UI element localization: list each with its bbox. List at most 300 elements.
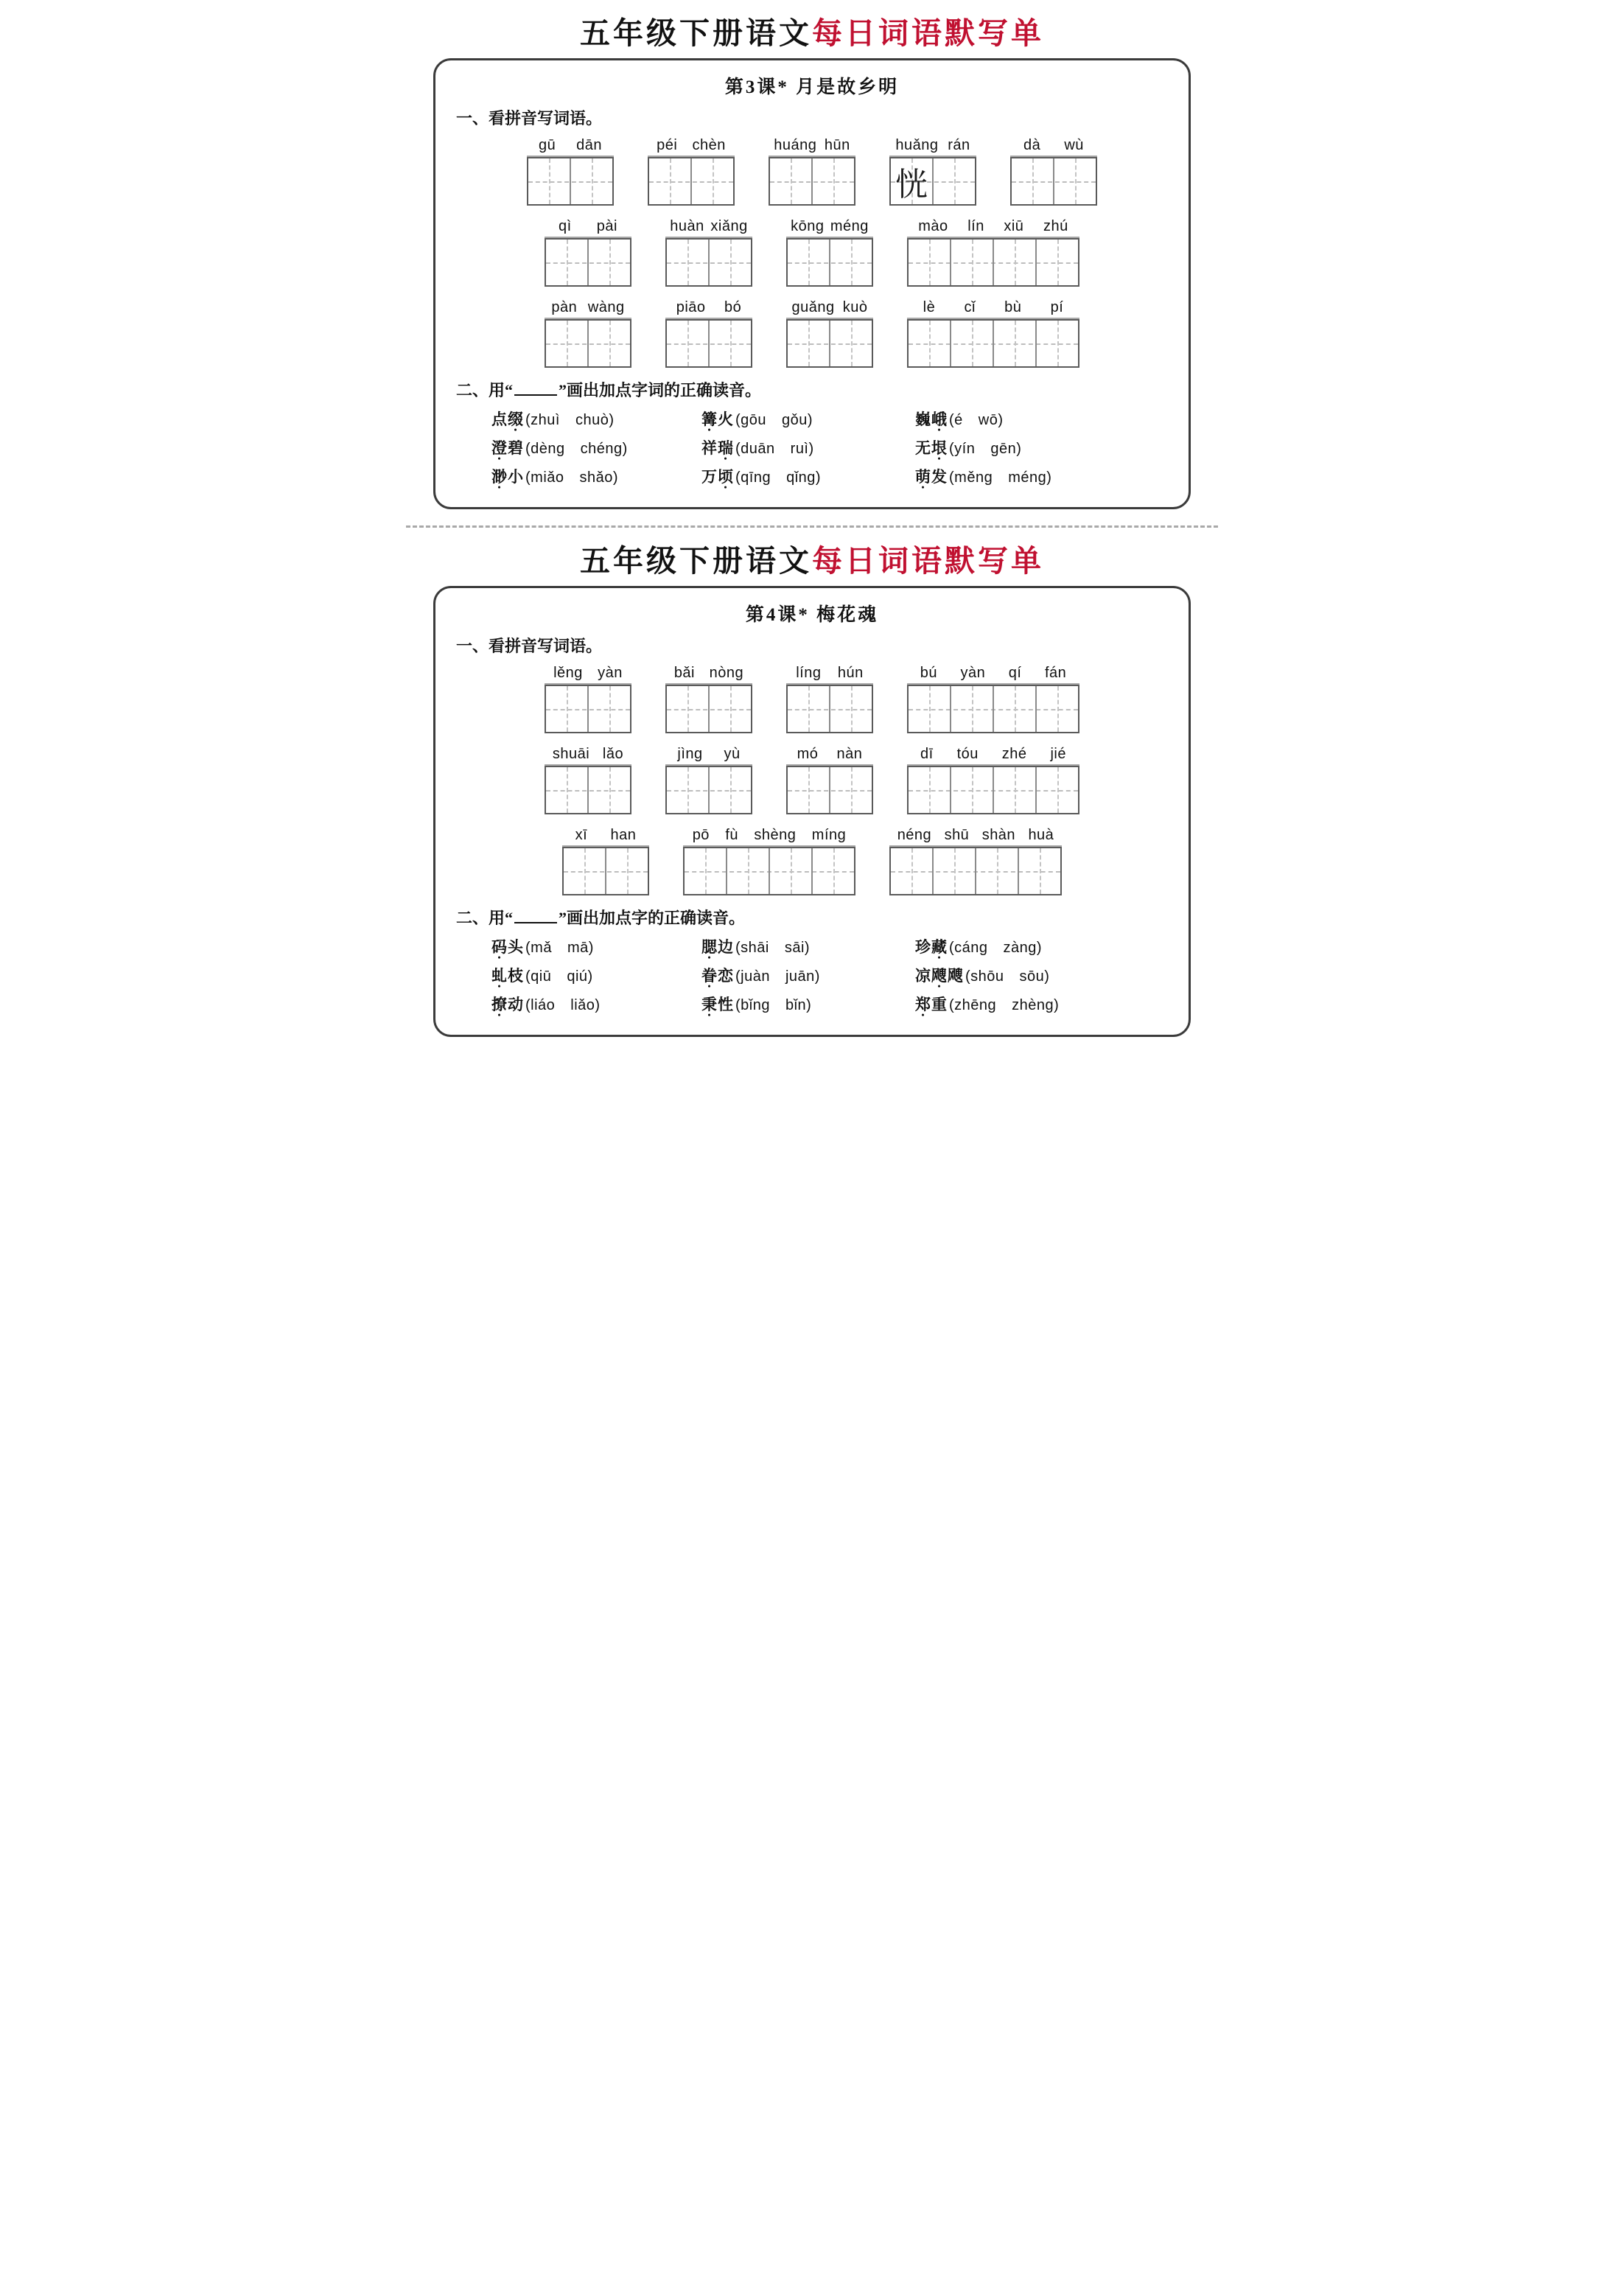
word-characters (701, 439, 734, 457)
writing-cell (951, 686, 994, 732)
writing-cell (951, 767, 994, 813)
pinyin-word-group (1010, 135, 1097, 206)
writing-cell (934, 158, 975, 204)
word-characters (915, 411, 948, 428)
pinyin-syllable: lín (967, 218, 984, 235)
word-characters (701, 938, 734, 956)
writing-cell-group (545, 238, 631, 287)
pinyin-label (648, 135, 735, 157)
pinyin-label (907, 216, 1079, 238)
writing-cell (546, 240, 589, 285)
pinyin-options: (duān ruì) (735, 441, 814, 458)
pinyin-label (889, 135, 976, 157)
pinyin-word-group (545, 744, 631, 814)
pinyin-syllable: bǎi (673, 665, 696, 682)
pinyin-word-group (786, 216, 873, 287)
word-characters (915, 439, 948, 457)
word-choice-item (701, 436, 915, 458)
pinyin-label (683, 825, 855, 847)
word-choice-item (491, 408, 701, 430)
writing-cell-group (786, 766, 873, 814)
dotted-character: 缀 (508, 411, 524, 429)
pinyin-options: (liáo liǎo) (525, 997, 601, 1014)
dotted-character: 藏 (931, 938, 948, 957)
dotted-character: 郑 (915, 996, 931, 1014)
pinyin-label (665, 744, 752, 766)
writing-cell (909, 686, 951, 732)
writing-cell-group (665, 238, 752, 287)
word-choice-item (491, 993, 701, 1015)
pinyin-options: (shōu sōu) (965, 968, 1050, 985)
dotted-character: 飕 (931, 967, 948, 985)
pinyin-syllable: huàn (670, 218, 704, 235)
pinyin-word-group (545, 216, 631, 287)
dotted-character: 渺 (491, 468, 508, 486)
pinyin-label (527, 135, 614, 157)
character: 巍 (915, 411, 931, 429)
pinyin-syllable: dān (576, 137, 603, 154)
pinyin-label (889, 825, 1062, 847)
writing-cell-group (545, 685, 631, 733)
word-choice-item (915, 964, 1168, 986)
writing-cell (1037, 321, 1078, 366)
writing-cell (830, 686, 872, 732)
pinyin-word-group (769, 135, 855, 206)
pinyin-options: (shāi sāi) (735, 940, 811, 957)
writing-cell (934, 848, 976, 894)
pinyin-syllable: yàn (598, 665, 623, 682)
word-choice-row (456, 935, 1168, 957)
writing-cell-group (786, 238, 873, 287)
lesson-title: 第4课* 梅花魂 (745, 605, 879, 626)
word-choice-item (915, 408, 1168, 430)
pinyin-syllable: shèng (754, 827, 797, 844)
pinyin-options: (měng méng) (949, 469, 1052, 486)
pinyin-label (562, 825, 649, 847)
writing-cell (994, 686, 1037, 732)
word-pronunciation-list (456, 408, 1168, 487)
pinyin-grid-row (456, 216, 1168, 287)
pinyin-options: (bǐng bǐn) (735, 997, 812, 1014)
pinyin-syllable: kuò (842, 299, 868, 316)
pinyin-syllable: bó (724, 299, 742, 316)
pinyin-options: (zhuì chuò) (525, 412, 615, 429)
writing-cell (546, 321, 589, 366)
pinyin-syllable: huǎng (895, 137, 939, 154)
writing-cell (788, 321, 830, 366)
pinyin-syllable: péi (657, 137, 678, 154)
character: 火 (718, 411, 734, 429)
pinyin-word-group (683, 825, 855, 895)
writing-cell-group (907, 238, 1079, 287)
pinyin-word-group (648, 135, 735, 206)
page-title-black: 五年级下册语文 (580, 16, 812, 50)
writing-cell-group (786, 685, 873, 733)
pinyin-syllable: nòng (709, 665, 744, 682)
pinyin-label (545, 663, 631, 685)
writing-cell (891, 158, 934, 204)
pinyin-grid-row (456, 663, 1168, 733)
pinyin-syllable: méng (830, 218, 869, 235)
word-characters (701, 996, 734, 1013)
pinyin-label (545, 216, 631, 238)
writing-cell (813, 848, 854, 894)
pinyin-syllable: xiǎng (710, 218, 748, 235)
writing-cell (976, 848, 1019, 894)
pinyin-syllable: yàn (960, 665, 986, 682)
pinyin-syllable: wàng (587, 299, 625, 316)
pinyin-word-group (907, 663, 1079, 733)
writing-cell-group (665, 685, 752, 733)
pinyin-syllable: fù (725, 827, 739, 844)
character: 动 (508, 996, 524, 1014)
section-two-label (456, 378, 1168, 401)
pinyin-syllable: qì (559, 218, 572, 235)
pinyin-label (907, 663, 1079, 685)
pinyin-syllable: piāo (676, 299, 706, 316)
pinyin-options: (qiū qiú) (525, 968, 593, 985)
pinyin-grid-rows (456, 663, 1168, 895)
character: 无 (915, 439, 931, 458)
pinyin-syllable: zhú (1043, 218, 1068, 235)
pinyin-grid-row (456, 297, 1168, 368)
pinyin-syllable: pài (596, 218, 617, 235)
blank-underline (514, 909, 557, 923)
dotted-character: 码 (491, 938, 508, 957)
writing-cell (994, 321, 1037, 366)
writing-cell (528, 158, 571, 204)
writing-cell (710, 767, 751, 813)
pinyin-syllable: hūn (824, 137, 850, 154)
page-title-red: 每日词语默写单 (812, 16, 1044, 50)
writing-cell-group (545, 766, 631, 814)
pinyin-syllable: gū (538, 137, 556, 154)
writing-cell-group (907, 319, 1079, 368)
writing-cell-group (545, 319, 631, 368)
character: 凉 (915, 967, 931, 985)
writing-cell (788, 240, 830, 285)
dotted-character: 撩 (491, 996, 508, 1014)
pinyin-syllable: pí (1050, 299, 1064, 316)
page-title-black: 五年级下册语文 (580, 544, 812, 579)
pinyin-syllable: shuāi (552, 746, 590, 763)
writing-cell-group (1010, 157, 1097, 206)
word-characters (701, 468, 734, 486)
word-choice-item (491, 935, 701, 957)
character: 发 (931, 468, 948, 486)
pinyin-syllable: yù (724, 746, 741, 763)
word-characters (915, 468, 948, 486)
writing-cell (546, 686, 589, 732)
word-choice-item (491, 465, 701, 487)
pinyin-options: (é wō) (949, 412, 1004, 429)
page-title-red: 每日词语默写单 (812, 544, 1044, 579)
section-two-label (456, 906, 1168, 929)
writing-cell (571, 158, 612, 204)
word-choice-item (915, 465, 1168, 487)
pinyin-word-group (665, 663, 752, 733)
pinyin-grid-row (456, 744, 1168, 814)
character: 飕 (948, 967, 964, 985)
dotted-character: 虬 (491, 967, 508, 985)
word-choice-item (491, 964, 701, 986)
word-choice-row (456, 436, 1168, 458)
word-choice-row (456, 408, 1168, 430)
pinyin-label (665, 216, 752, 238)
word-choice-row (456, 465, 1168, 487)
word-choice-item (915, 436, 1168, 458)
writing-cell (909, 767, 951, 813)
writing-cell-group (786, 319, 873, 368)
pinyin-syllable: huáng (774, 137, 817, 154)
pinyin-word-group (907, 297, 1079, 368)
pinyin-syllable: mó (797, 746, 819, 763)
pinyin-options: (mǎ mā) (525, 940, 594, 957)
pinyin-options: (cáng zàng) (949, 940, 1043, 957)
pinyin-syllable: cǐ (964, 299, 976, 316)
section-two-prefix: 二、用“ (456, 381, 514, 400)
lesson-title: 第3课* 月是故乡明 (724, 77, 900, 98)
character: 碧 (508, 439, 524, 458)
pinyin-syllable: qí (1008, 665, 1022, 682)
writing-cell-group (907, 685, 1079, 733)
word-choice-item (701, 408, 915, 430)
word-choice-item (915, 935, 1168, 957)
pinyin-label (786, 663, 873, 685)
pinyin-options: (qīng qǐng) (735, 469, 822, 486)
word-characters (491, 411, 524, 428)
writing-cell (951, 240, 994, 285)
pinyin-options: (gōu gǒu) (735, 412, 813, 429)
writing-cell (1054, 158, 1096, 204)
writing-cell (710, 686, 751, 732)
word-choice-item (701, 964, 915, 986)
pinyin-options: (juàn juān) (735, 968, 820, 985)
pinyin-word-group (889, 825, 1062, 895)
writing-cell (685, 848, 727, 894)
pinyin-word-group (907, 744, 1079, 814)
blank-underline (514, 381, 557, 396)
character: 边 (718, 938, 734, 957)
dotted-character: 萌 (915, 468, 931, 486)
pinyin-syllable: xī (575, 827, 588, 844)
writing-cell (1037, 767, 1078, 813)
dotted-character: 顷 (718, 468, 734, 486)
word-choice-item (701, 935, 915, 957)
pinyin-syllable: pàn (551, 299, 578, 316)
character: 头 (508, 938, 524, 957)
character: 小 (508, 468, 524, 486)
writing-cell (1012, 158, 1054, 204)
worksheet-sheet (406, 0, 1218, 1148)
pinyin-syllable: néng (897, 827, 932, 844)
section-two-prefix: 二、用“ (456, 909, 514, 928)
word-characters (701, 411, 734, 428)
writing-cell-group (665, 319, 752, 368)
writing-cell-group (527, 157, 614, 206)
writing-cell (813, 158, 854, 204)
pinyin-syllable: rán (948, 137, 970, 154)
character: 枝 (508, 967, 524, 985)
word-characters (915, 938, 948, 956)
writing-cell (710, 321, 751, 366)
writing-cell (606, 848, 648, 894)
pinyin-word-group (907, 216, 1079, 287)
dotted-character: 眷 (701, 967, 718, 985)
pinyin-label (665, 663, 752, 685)
word-pronunciation-list (456, 935, 1168, 1015)
word-characters (491, 996, 524, 1013)
word-characters (491, 468, 524, 486)
pinyin-word-group (665, 744, 752, 814)
pinyin-syllable: xiū (1004, 218, 1024, 235)
character: 重 (931, 996, 948, 1014)
writing-cell-group (907, 766, 1079, 814)
character: 万 (701, 468, 718, 486)
pinyin-word-group (665, 297, 752, 368)
pinyin-word-group (786, 663, 873, 733)
pinyin-options: (dèng chéng) (525, 441, 628, 458)
writing-cell (909, 321, 951, 366)
page-title (406, 528, 1218, 579)
pinyin-syllable: chèn (692, 137, 726, 154)
writing-cell (667, 767, 710, 813)
writing-cell-group (665, 766, 752, 814)
pinyin-syllable: shàn (981, 827, 1016, 844)
word-characters (491, 967, 524, 985)
pinyin-syllable: bù (1004, 299, 1022, 316)
pinyin-options: (miǎo shǎo) (525, 469, 619, 486)
pinyin-word-group (562, 825, 649, 895)
writing-cell (692, 158, 733, 204)
word-characters (915, 996, 948, 1013)
writing-cell (1037, 240, 1078, 285)
pinyin-label (545, 297, 631, 319)
word-characters (915, 967, 964, 985)
pinyin-word-group (786, 297, 873, 368)
word-characters (701, 967, 734, 985)
pinyin-syllable: lǎo (602, 746, 624, 763)
writing-cell (994, 240, 1037, 285)
pinyin-syllable: lěng (553, 665, 583, 682)
pinyin-syllable: mào (918, 218, 948, 235)
writing-cell (589, 321, 630, 366)
pinyin-word-group (889, 135, 976, 206)
section-one-label: 一、看拼音写词语。 (456, 109, 603, 128)
pinyin-syllable: bú (920, 665, 937, 682)
pinyin-label (769, 135, 855, 157)
pinyin-syllable: wù (1064, 137, 1084, 154)
worksheet-panel-lesson-3 (433, 58, 1191, 509)
writing-cell (788, 767, 830, 813)
pinyin-label (786, 297, 873, 319)
pinyin-syllable: míng (811, 827, 847, 844)
writing-cell (770, 848, 813, 894)
section-two-suffix: ”画出加点字词的正确读音。 (559, 381, 762, 400)
writing-cell-group (889, 847, 1062, 895)
pinyin-syllable: shū (944, 827, 970, 844)
pinyin-grid-row (456, 135, 1168, 206)
pinyin-syllable: zhé (1001, 746, 1027, 763)
word-choice-item (915, 993, 1168, 1015)
pinyin-syllable: huà (1028, 827, 1054, 844)
writing-cell (788, 686, 830, 732)
pinyin-label (665, 297, 752, 319)
dotted-character: 腮 (701, 938, 718, 957)
pinyin-grid-rows (456, 135, 1168, 368)
writing-cell-group (648, 157, 735, 206)
writing-cell (667, 321, 710, 366)
word-choice-row (456, 964, 1168, 986)
word-choice-item (701, 465, 915, 487)
pinyin-grid-row (456, 825, 1168, 895)
pinyin-syllable: lè (923, 299, 936, 316)
character: 点 (491, 411, 508, 429)
pinyin-syllable: dà (1023, 137, 1041, 154)
pinyin-syllable: dī (920, 746, 934, 763)
worksheet-panel-lesson-4 (433, 586, 1191, 1037)
character: 祥 (701, 439, 718, 458)
dotted-character: 峨 (931, 411, 948, 429)
pinyin-syllable: han (610, 827, 637, 844)
pinyin-syllable: jìng (677, 746, 703, 763)
dotted-character: 秉 (701, 996, 718, 1014)
page-title (406, 0, 1218, 51)
writing-cell (589, 767, 630, 813)
character: 恋 (718, 967, 734, 985)
pinyin-syllable: jié (1050, 746, 1066, 763)
pinyin-syllable: pō (692, 827, 710, 844)
pinyin-syllable: kōng (791, 218, 825, 235)
writing-cell (589, 240, 630, 285)
prefilled-character: 恍 (895, 167, 928, 203)
writing-cell (710, 240, 751, 285)
writing-cell (891, 848, 934, 894)
pinyin-word-group (545, 297, 631, 368)
writing-cell (546, 767, 589, 813)
writing-cell (951, 321, 994, 366)
pinyin-syllable: fán (1044, 665, 1067, 682)
writing-cell-group (562, 847, 649, 895)
dotted-character: 垠 (931, 439, 948, 458)
section-two-suffix: ”画出加点字的正确读音。 (559, 909, 746, 928)
pinyin-options: (zhēng zhèng) (949, 997, 1060, 1014)
pinyin-word-group (786, 744, 873, 814)
pinyin-label (545, 744, 631, 766)
writing-cell (830, 321, 872, 366)
pinyin-label (907, 297, 1079, 319)
word-characters (491, 938, 524, 956)
writing-cell (1019, 848, 1060, 894)
pinyin-word-group (665, 216, 752, 287)
section-one-label: 一、看拼音写词语。 (456, 637, 603, 656)
writing-cell (830, 767, 872, 813)
writing-cell (727, 848, 770, 894)
pinyin-word-group (527, 135, 614, 206)
writing-cell-group (769, 157, 855, 206)
pinyin-syllable: hún (837, 665, 864, 682)
writing-cell-group (889, 157, 976, 206)
pinyin-label (907, 744, 1079, 766)
pinyin-syllable: nàn (836, 746, 863, 763)
writing-cell (830, 240, 872, 285)
dotted-character: 篝 (701, 411, 718, 429)
pinyin-word-group (545, 663, 631, 733)
pinyin-options: (yín gēn) (949, 441, 1022, 458)
writing-cell (564, 848, 606, 894)
pinyin-syllable: líng (796, 665, 822, 682)
dotted-character: 瑞 (718, 439, 734, 458)
